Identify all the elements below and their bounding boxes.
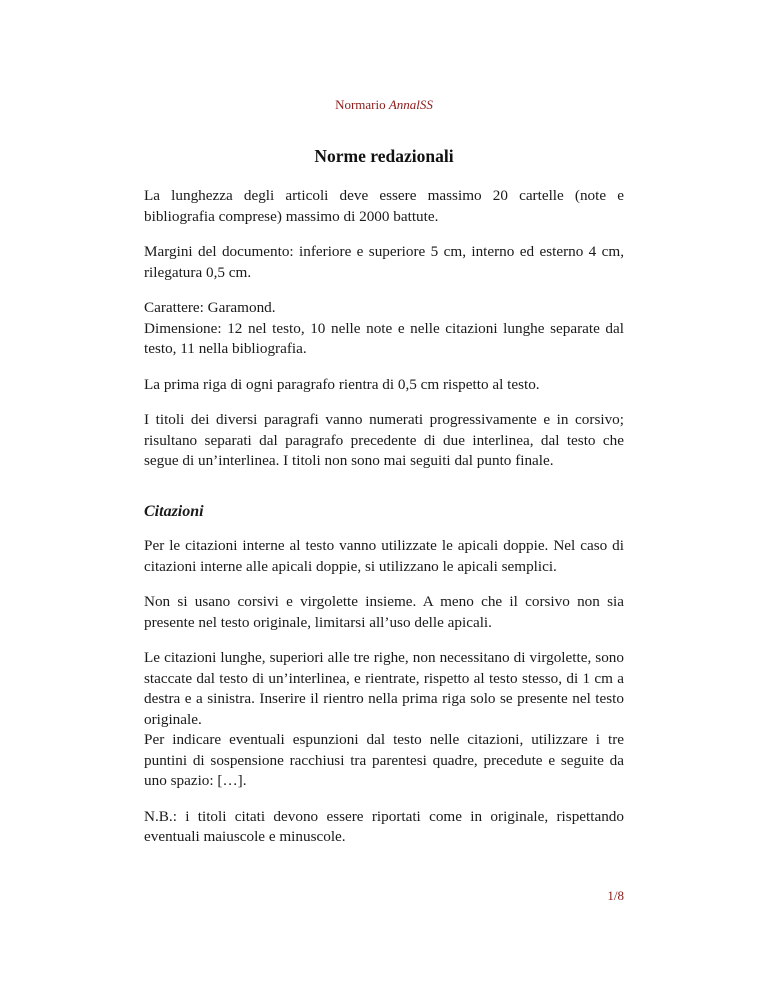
- paragraph-citations-omissions: Per indicare eventuali espunzioni dal testo nelle citazioni, utilizzare i tre puntini di sospensione racchiusi tra parentesi quadre, precedute e seguite da uno spazio: […].: [144, 731, 624, 789]
- paragraph-citations-quotes: Per le citazioni interne al testo vanno utilizzate le apicali doppie. Nel caso di citazioni interne alle apicali doppie, si utilizzano le apicali semplici.: [144, 537, 624, 575]
- paragraph-headings: I titoli dei diversi paragrafi vanno numerati progressivamente e in corsivo; risultano separati dal paragrafo precedente di due interlinea, dal testo che segue di un’interlinea. I titoli non sono mai seguiti dal punto finale.: [144, 411, 624, 469]
- header-prefix: Normario: [335, 97, 389, 112]
- document-body: [144, 186, 624, 863]
- paragraph-citations-italics: Non si usano corsivi e virgolette insieme. A meno che il corsivo non sia presente nel testo originale, limitarsi all’uso delle apicali.: [144, 593, 624, 631]
- page-number: 1/8: [607, 888, 624, 903]
- paragraph-citations-long: Le citazioni lunghe, superiori alle tre righe, non necessitano di virgolette, sono staccate dal testo di un’interlinea, e rientrate, rispetto al testo stesso, di 1 cm a destra e a sinistra. Inserire il rientro nella prima riga solo se presente nel testo originale.: [144, 649, 624, 728]
- paragraph-font: Carattere: Garamond.: [144, 299, 276, 316]
- paragraph-margins: Margini del documento: inferiore e superiore 5 cm, interno ed esterno 4 cm, rilegatura 0,5 cm.: [144, 243, 624, 281]
- paragraph-note: N.B.: i titoli citati devono essere riportati come in originale, rispettando eventuali maiuscole e minuscole.: [144, 807, 624, 845]
- paragraph-indent: La prima riga di ogni paragrafo rientra di 0,5 cm rispetto al testo.: [144, 375, 540, 393]
- page-title: Norme redazionali: [314, 146, 454, 166]
- paragraph-size: Dimensione: 12 nel testo, 10 nelle note e nelle citazioni lunghe separate dal testo, 11 nella bibliografia.: [144, 319, 624, 357]
- paragraph-length: La lunghezza degli articoli deve essere massimo 20 cartelle (note e bibliografia comprese) massimo di 2000 battute.: [144, 187, 624, 225]
- section-heading: Citazioni: [144, 502, 204, 520]
- running-header: [0, 97, 768, 113]
- header-journal: AnnalSS: [388, 97, 433, 112]
